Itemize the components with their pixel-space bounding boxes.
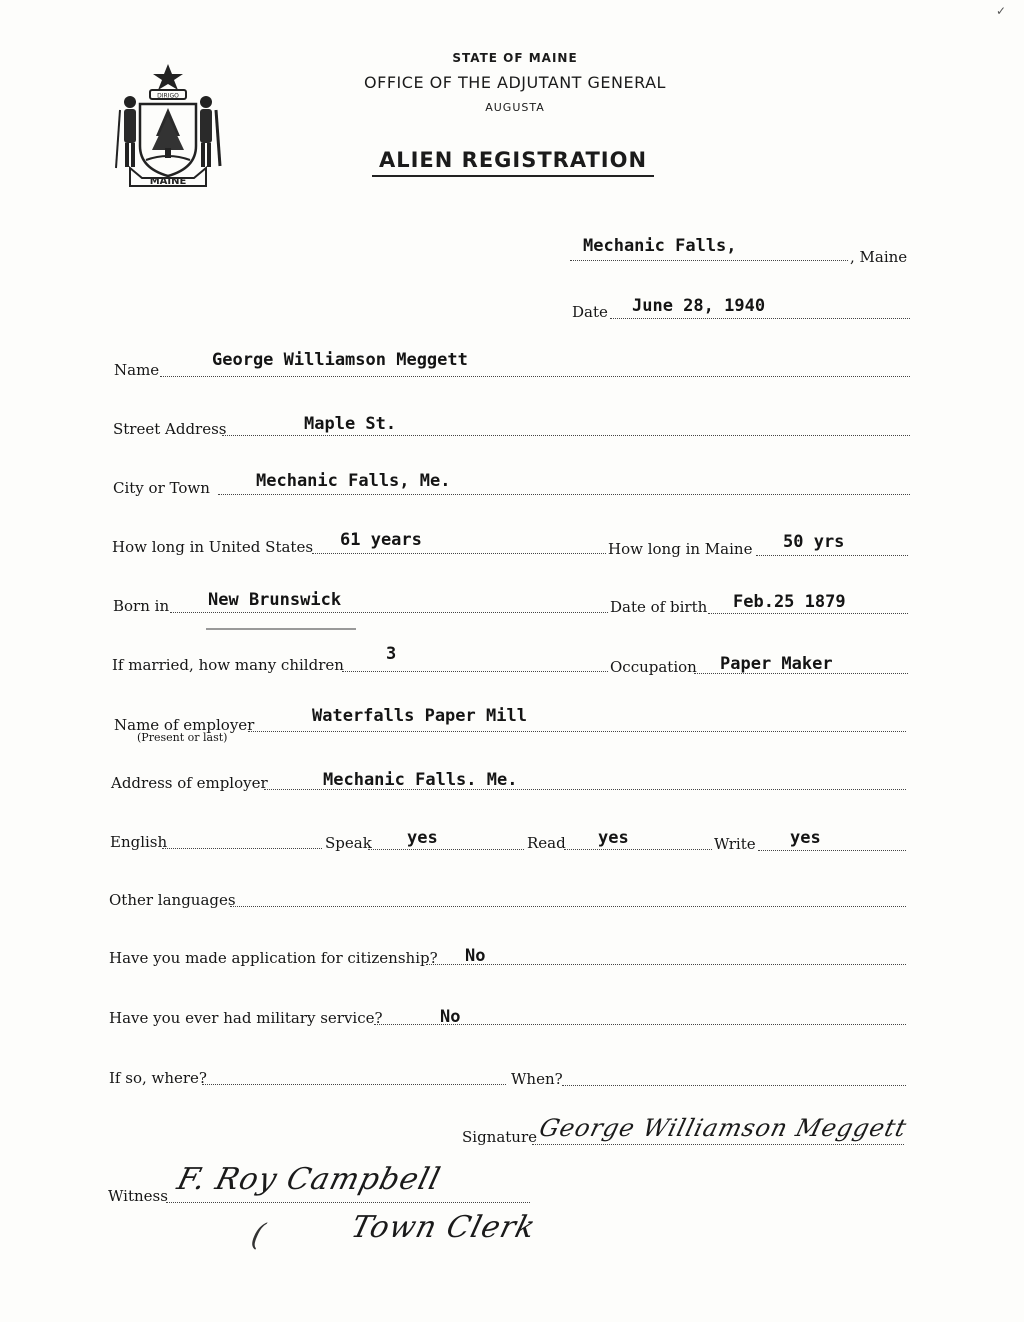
- born-value: New Brunswick: [208, 590, 342, 610]
- maine-state-seal-icon: [112, 60, 224, 190]
- dob-value: Feb.25 1879: [733, 592, 846, 612]
- witness-title: Town Clerk: [347, 1210, 540, 1245]
- write-value: yes: [790, 828, 821, 848]
- us-years-line: [312, 553, 606, 554]
- read-value: yes: [598, 828, 629, 848]
- town-line: [570, 260, 848, 261]
- english-label: English: [110, 833, 168, 851]
- maine-years-label: How long in Maine: [608, 540, 753, 558]
- city-line: [218, 494, 910, 495]
- town-value: Mechanic Falls,: [583, 236, 737, 256]
- header-office: OFFICE OF THE ADJUTANT GENERAL: [364, 73, 666, 92]
- born-label: Born in: [113, 597, 170, 615]
- maine-label: , Maine: [850, 248, 908, 266]
- street-line: [222, 435, 910, 436]
- employer-value: Waterfalls Paper Mill: [312, 706, 527, 726]
- name-line: [160, 376, 910, 377]
- street-value: Maple St.: [304, 414, 397, 434]
- city-value: Mechanic Falls, Me.: [256, 471, 451, 491]
- citizenship-label: Have you made application for citizenship?: [109, 949, 438, 967]
- dob-label: Date of birth: [610, 598, 708, 616]
- header-city: AUGUSTA: [485, 101, 545, 114]
- maine-years-value: 50 yrs: [783, 532, 845, 552]
- speak-label: Speak: [325, 834, 372, 852]
- military-value: No: [440, 1007, 461, 1027]
- us-years-value: 61 years: [340, 530, 422, 550]
- where-label: If so, where?: [109, 1069, 207, 1087]
- signature-value: George Williamson Meggett: [536, 1114, 910, 1142]
- us-years-label: How long in United States: [112, 538, 314, 556]
- employer-sublabel: (Present or last): [137, 731, 228, 744]
- write-line: [758, 850, 906, 851]
- when-line: [562, 1085, 906, 1086]
- city-label: City or Town: [113, 479, 210, 497]
- svg-text:DIRIGO: DIRIGO: [157, 92, 179, 100]
- other-languages-label: Other languages: [109, 891, 236, 909]
- employer-line: [248, 731, 906, 732]
- other-languages-line: [230, 906, 906, 907]
- citizenship-line: [426, 964, 906, 965]
- header-state: STATE OF MAINE: [452, 51, 578, 65]
- military-label: Have you ever had military service?: [109, 1009, 383, 1027]
- name-value: George Williamson Meggett: [212, 350, 468, 370]
- witness-label: Witness: [108, 1187, 168, 1205]
- read-line: [564, 849, 712, 850]
- witness-line: [166, 1202, 530, 1203]
- date-value: June 28, 1940: [632, 296, 766, 316]
- citizenship-value: No: [465, 946, 486, 966]
- english-line: [162, 848, 322, 849]
- children-value: 3: [386, 644, 397, 664]
- when-label: When?: [511, 1070, 563, 1088]
- speak-value: yes: [407, 828, 438, 848]
- children-line: [342, 671, 608, 672]
- corner-check-mark: ✓: [995, 4, 1006, 18]
- children-label: If married, how many children: [112, 656, 344, 674]
- date-label: Date: [572, 303, 608, 321]
- maine-years-line: [756, 555, 908, 556]
- read-label: Read: [527, 834, 566, 852]
- where-line: [202, 1084, 506, 1085]
- speak-line: [368, 849, 524, 850]
- employer-address-label: Address of employer: [111, 774, 268, 792]
- born-line: [170, 612, 608, 613]
- occupation-value: Paper Maker: [720, 654, 833, 674]
- write-label: Write: [714, 835, 756, 853]
- employer-address-value: Mechanic Falls. Me.: [323, 770, 518, 790]
- name-label: Name: [114, 361, 160, 379]
- svg-text:MAINE: MAINE: [149, 176, 187, 187]
- signature-line: [532, 1144, 904, 1145]
- occupation-label: Occupation: [610, 658, 697, 676]
- date-line: [610, 318, 910, 319]
- street-label: Street Address: [113, 420, 227, 438]
- dob-line: [708, 613, 908, 614]
- form-title: ALIEN REGISTRATION: [372, 148, 654, 177]
- witness-stroke-mark: (: [247, 1218, 270, 1253]
- signature-label: Signature: [462, 1128, 538, 1146]
- witness-value: F. Roy Campbell: [173, 1162, 445, 1197]
- employer-label: Name of employer: [114, 716, 255, 734]
- born-underline-mark: [206, 628, 356, 630]
